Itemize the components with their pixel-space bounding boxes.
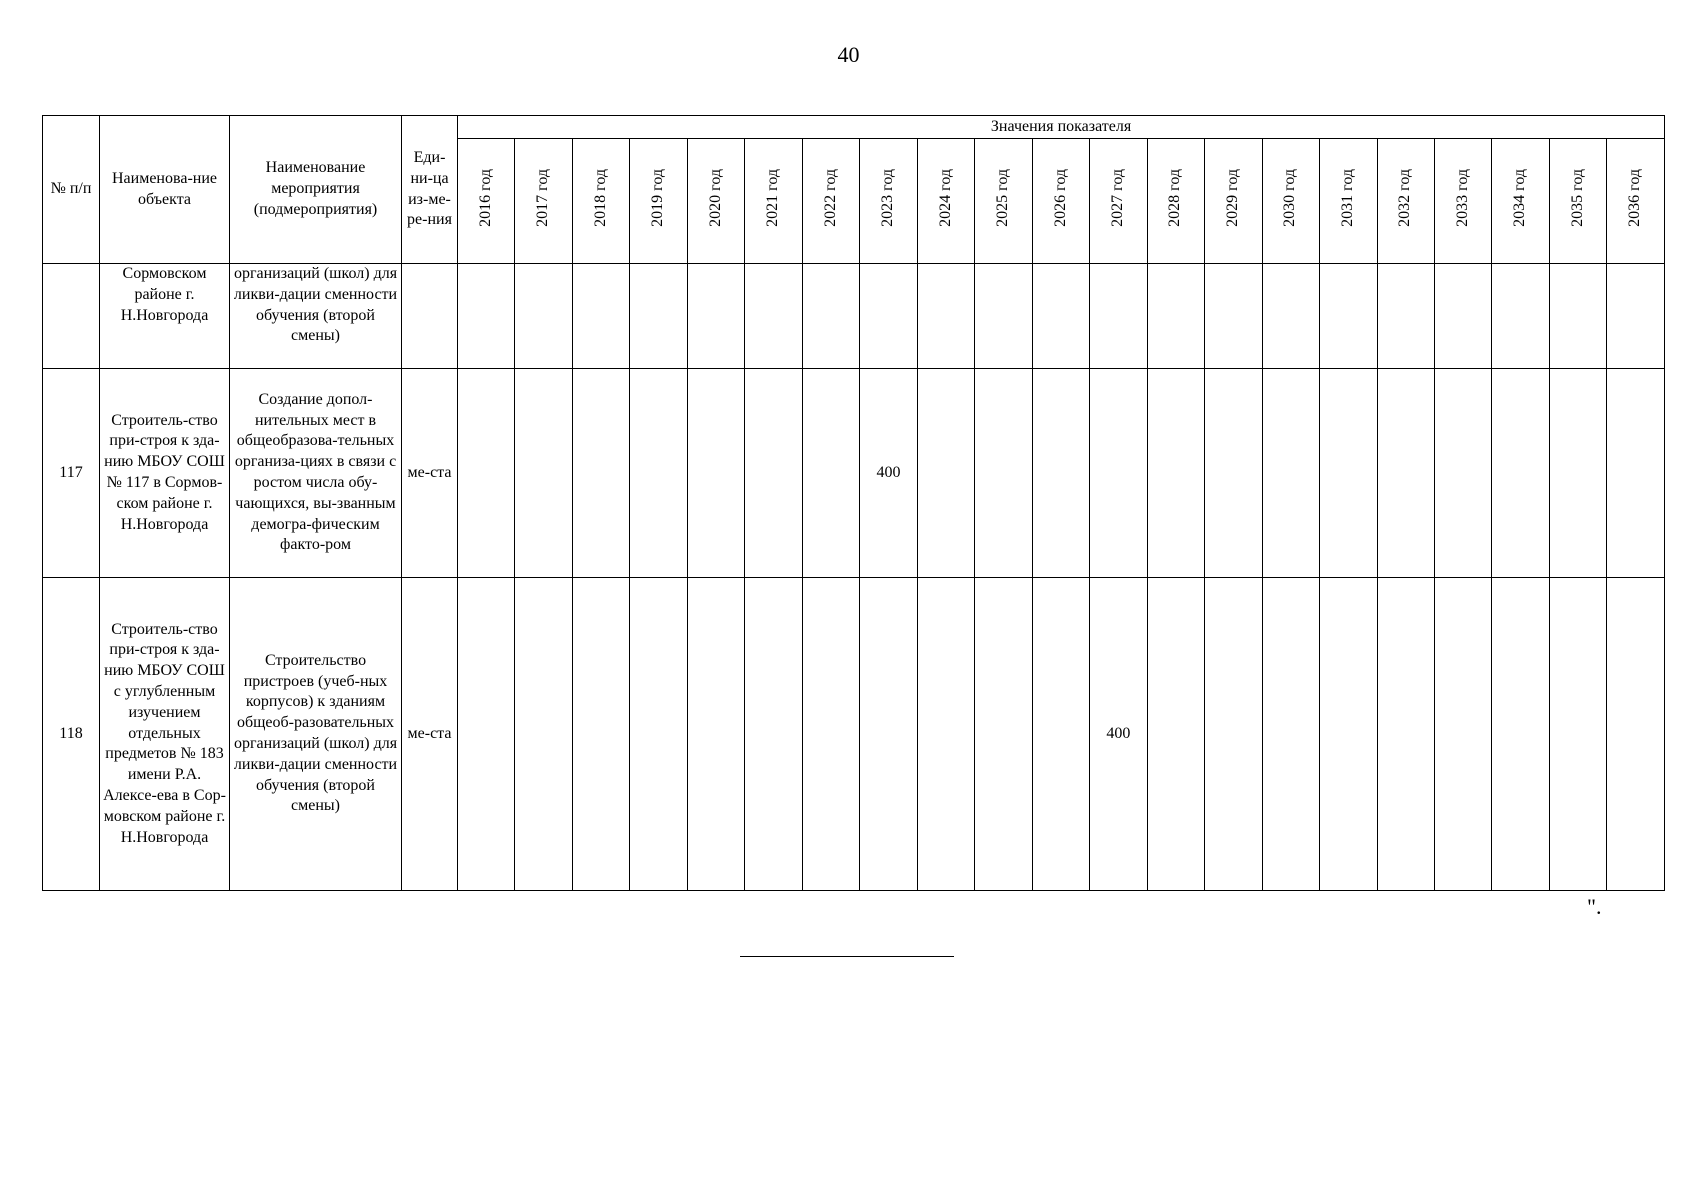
cell-unit [402, 264, 458, 369]
cell-year-value [1607, 369, 1665, 578]
cell-year-value [1205, 264, 1262, 369]
cell-year-value [1492, 264, 1549, 369]
cell-year-value [1377, 578, 1434, 891]
cell-year-value [572, 578, 629, 891]
cell-event: организаций (школ) для ликви-дации сменности обучения (второй смены) [230, 264, 402, 369]
header-year [1377, 139, 1434, 264]
header-year [687, 139, 744, 264]
header-year-label: 2018 год [591, 168, 609, 227]
cell-year-value [458, 264, 515, 369]
header-year-label: 2028 год [1166, 168, 1184, 227]
page-number: 40 [837, 42, 860, 67]
header-year-label: 2030 год [1281, 168, 1299, 227]
header-year-label: 2017 год [534, 168, 552, 227]
header-year-label: 2023 год [879, 168, 897, 227]
header-year [802, 139, 859, 264]
cell-year-value [1262, 578, 1319, 891]
header-year-label: 2021 год [764, 168, 782, 227]
cell-year-value [802, 369, 859, 578]
cell-year-value [1090, 264, 1147, 369]
cell-year-value [1607, 578, 1665, 891]
cell-year-value [1262, 264, 1319, 369]
header-year [745, 139, 802, 264]
header-year-label: 2020 год [706, 168, 724, 227]
header-values-group: Значения показателя [458, 116, 1665, 139]
cell-year-value: 400 [860, 369, 917, 578]
header-year [1549, 139, 1606, 264]
cell-object: Сормовском районе г. Н.Новгорода [100, 264, 230, 369]
header-object: Наименова-ние объекта [100, 116, 230, 264]
cell-year-value [515, 578, 572, 891]
cell-year-value [630, 264, 687, 369]
cell-year-value [1434, 578, 1491, 891]
footer-divider [740, 956, 954, 957]
cell-year-value [1377, 369, 1434, 578]
cell-year-value [1032, 369, 1089, 578]
cell-year-value [572, 369, 629, 578]
cell-unit: ме-ста [402, 578, 458, 891]
cell-year-value [745, 264, 802, 369]
cell-year-value [1492, 369, 1549, 578]
cell-year-value [975, 369, 1032, 578]
header-year [975, 139, 1032, 264]
header-year-label: 2035 год [1568, 168, 1586, 227]
header-year [1147, 139, 1204, 264]
cell-year-value [1205, 578, 1262, 891]
cell-year-value [515, 369, 572, 578]
header-year [1492, 139, 1549, 264]
cell-year-value [802, 578, 859, 891]
cell-event: Создание допол-нительных мест в общеобразова-тельных организа-циях в связи с ростом числа обу-чающихся, вы-званным демогра-фическим факто-ром [230, 369, 402, 578]
header-year-label: 2034 год [1511, 168, 1529, 227]
cell-year-value [687, 578, 744, 891]
table-row [43, 578, 1665, 891]
cell-year-value [802, 264, 859, 369]
header-year [630, 139, 687, 264]
closing-quote-mark: ". [1587, 894, 1602, 919]
cell-object: Строитель-ство при-строя к зда-нию МБОУ СОШ с углубленным изучением отдельных предметов № 183 имени Р.А. Алексе-ева в Сор-мовском районе г. Н.Новгорода [100, 578, 230, 891]
header-year-label: 2025 год [994, 168, 1012, 227]
header-year-label: 2019 год [649, 168, 667, 227]
cell-year-value [458, 369, 515, 578]
header-year [1205, 139, 1262, 264]
cell-year-value [1320, 578, 1377, 891]
cell-year-value [917, 578, 974, 891]
cell-year-value [1320, 264, 1377, 369]
cell-year-value [1147, 264, 1204, 369]
cell-num: 117 [43, 369, 100, 578]
cell-year-value [1549, 578, 1606, 891]
header-num: № п/п [43, 116, 100, 264]
table-header [43, 116, 1665, 264]
cell-year-value [1549, 369, 1606, 578]
cell-year-value [860, 264, 917, 369]
cell-year-value [458, 578, 515, 891]
header-year [860, 139, 917, 264]
header-event: Наименование мероприятия (подмероприятия) [230, 116, 402, 264]
cell-year-value [687, 264, 744, 369]
header-unit: Еди-ни-ца из-ме-ре-ния [402, 116, 458, 264]
cell-num [43, 264, 100, 369]
header-year [1090, 139, 1147, 264]
cell-year-value [917, 264, 974, 369]
cell-year-value [745, 369, 802, 578]
cell-year-value [1147, 578, 1204, 891]
header-year [572, 139, 629, 264]
cell-object: Строитель-ство при-строя к зда-нию МБОУ СОШ № 117 в Сормов-ском районе г. Н.Новгорода [100, 369, 230, 578]
header-year-label: 2024 год [936, 168, 954, 227]
table-body [43, 264, 1665, 891]
cell-year-value [975, 578, 1032, 891]
header-year-label: 2016 год [476, 168, 494, 227]
cell-year-value [917, 369, 974, 578]
header-year-label: 2027 год [1108, 168, 1126, 227]
cell-year-value [1492, 578, 1549, 891]
table-row [43, 369, 1665, 578]
header-year [1607, 139, 1665, 264]
header-year [458, 139, 515, 264]
cell-event: Строительство пристроев (учеб-ных корпусов) к зданиям общеоб-разовательных организаций (школ) для ликви-дации сменности обучения (второй смены) [230, 578, 402, 891]
cell-year-value [515, 264, 572, 369]
cell-num: 118 [43, 578, 100, 891]
cell-year-value [1205, 369, 1262, 578]
cell-year-value [630, 578, 687, 891]
table-row [43, 264, 1665, 369]
cell-year-value [1032, 578, 1089, 891]
header-year [917, 139, 974, 264]
cell-year-value [975, 264, 1032, 369]
header-year-label: 2031 год [1338, 168, 1356, 227]
cell-year-value [1090, 369, 1147, 578]
header-year-label: 2022 год [821, 168, 839, 227]
header-year [1320, 139, 1377, 264]
header-year [515, 139, 572, 264]
header-year [1434, 139, 1491, 264]
cell-unit: ме-ста [402, 369, 458, 578]
cell-year-value [1377, 264, 1434, 369]
header-year-label: 2029 год [1223, 168, 1241, 227]
header-year [1262, 139, 1319, 264]
cell-year-value [1262, 369, 1319, 578]
cell-year-value [1032, 264, 1089, 369]
cell-year-value [745, 578, 802, 891]
cell-year-value [860, 578, 917, 891]
cell-year-value [1320, 369, 1377, 578]
header-year-label: 2032 год [1396, 168, 1414, 227]
header-year-label: 2026 год [1051, 168, 1069, 227]
cell-year-value [1434, 369, 1491, 578]
cell-year-value [1607, 264, 1665, 369]
cell-year-value [687, 369, 744, 578]
cell-year-value [1147, 369, 1204, 578]
cell-year-value [1434, 264, 1491, 369]
header-year [1032, 139, 1089, 264]
header-year-label: 2033 год [1453, 168, 1471, 227]
cell-year-value: 400 [1090, 578, 1147, 891]
cell-year-value [572, 264, 629, 369]
indicator-values-table [42, 115, 1665, 891]
cell-year-value [1549, 264, 1606, 369]
cell-year-value [630, 369, 687, 578]
header-year-label: 2036 год [1626, 168, 1644, 227]
